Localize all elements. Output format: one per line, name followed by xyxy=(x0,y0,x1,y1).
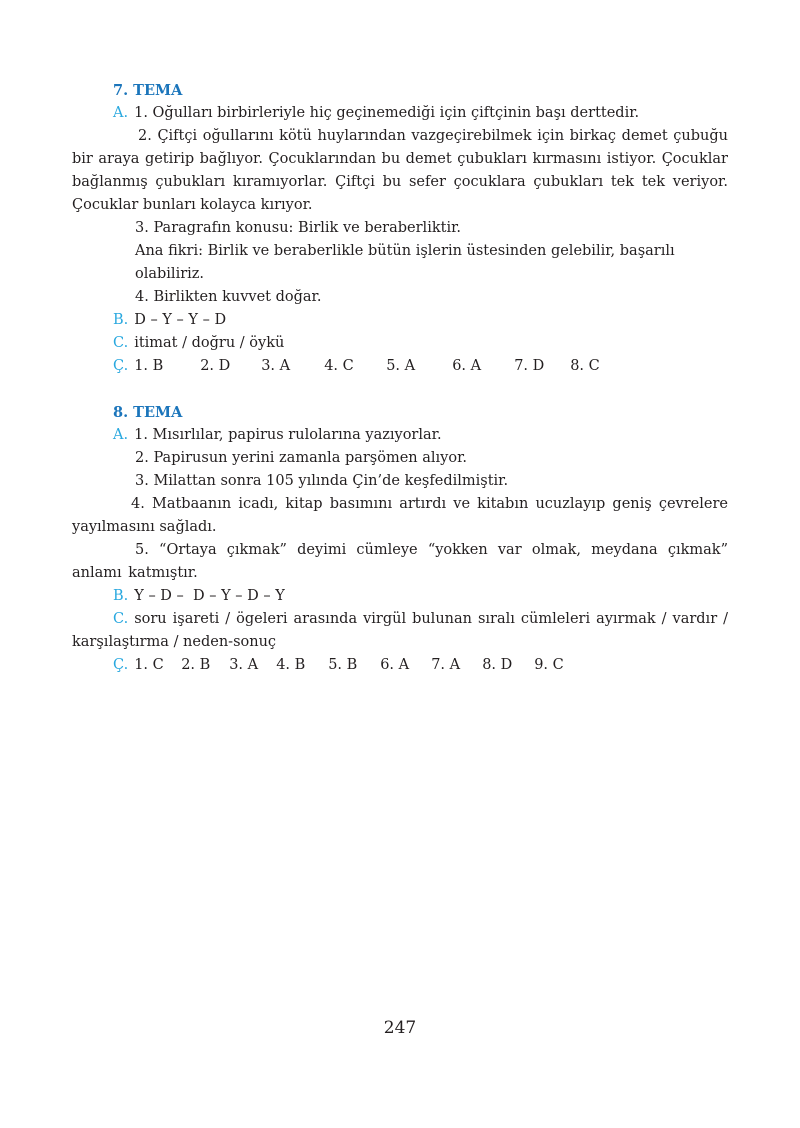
section-7 xyxy=(72,80,728,378)
page-number: 247 xyxy=(383,1018,417,1038)
cc-answer: 6. A xyxy=(380,657,410,673)
cc-label: Ç. xyxy=(113,657,129,673)
c-row xyxy=(72,608,728,654)
section-title: 8. TEMA xyxy=(113,404,183,421)
a-item-1: 1. Mısırlılar, papirus rulolarına yazıyorlar. xyxy=(134,427,442,443)
section-gap xyxy=(72,378,728,402)
a-item-1: 1. Oğulları birbirleriyle hiç geçinemediği için çiftçinin başı derttedir. xyxy=(134,105,640,121)
b-row xyxy=(72,585,728,608)
cc-answer: 7. A xyxy=(431,657,461,673)
cc-answer: 3. A xyxy=(229,657,259,673)
cc-row xyxy=(72,355,728,378)
cc-answer: 4. C xyxy=(324,358,354,374)
cc-answer: 3. A xyxy=(261,358,291,374)
c-row xyxy=(72,332,728,355)
cc-answer: 5. A xyxy=(386,358,416,374)
section-title: 7. TEMA xyxy=(113,82,183,99)
cc-answer: 6. A xyxy=(452,358,482,374)
a-item-3: 3. Paragrafın konusu: Birlik ve beraberliktir. xyxy=(135,220,462,236)
b-label: B. xyxy=(113,312,129,328)
cc-answer: 1. C xyxy=(134,657,164,673)
a-item-4: 4. Matbaanın icadı, kitap basımını artırdı ve kitabın ucuzlayıp geniş çevrelere yayılmasını sağladı. xyxy=(72,496,728,535)
cc-answer: 5. B xyxy=(328,657,358,673)
a-label: A. xyxy=(113,427,129,443)
cc-answer: 1. B xyxy=(134,358,164,374)
cc-answer: 2. D xyxy=(200,358,231,374)
a-item-4: 4. Birlikten kuvvet doğar. xyxy=(135,289,322,305)
a-label: A. xyxy=(113,105,129,121)
c-answer: itimat / doğru / öykü xyxy=(134,335,285,351)
b-answer: Y – D – D – Y – D – Y xyxy=(134,588,285,604)
c-label: C. xyxy=(113,335,129,351)
cc-row xyxy=(72,654,728,677)
c-answer: soru işareti / ögeleri arasında virgül bulunan sıralı cümleleri ayırmak / vardır / karşılaştırma / neden-sonuç xyxy=(72,611,728,650)
cc-label: Ç. xyxy=(113,358,129,374)
a-item-3: 3. Milattan sonra 105 yılında Çin’de keşfedilmiştir. xyxy=(135,473,509,489)
a-item-2: 2. Çiftçi oğullarını kötü huylarından vazgeçirebilmek için birkaç demet çubuğu bir araya getirip bağlıyor. Çocuklarından bu demet çubukları kırmasını istiyor. Çocuklar bağlanmış çubukları kıramıyorlar. Çiftçi bu sefer çocuklara çubukları tek tek veriyor. Çocuklar bunları kolayca kırıyor. xyxy=(72,128,728,213)
cc-answer: 7. D xyxy=(514,358,545,374)
cc-answer: 8. D xyxy=(482,657,513,673)
a-item-row xyxy=(72,424,728,447)
section-8 xyxy=(72,402,728,677)
answer-key-page xyxy=(72,80,728,677)
cc-answer: 9. C xyxy=(534,657,564,673)
cc-answer: 8. C xyxy=(570,358,600,374)
b-row xyxy=(72,309,728,332)
a-item-3-main-idea: Ana fikri: Birlik ve beraberlikle bütün işlerin üstesinden gelebilir, başarılı olabiliriz. xyxy=(135,243,675,282)
cc-answer: 2. B xyxy=(181,657,211,673)
a-item-2: 2. Papirusun yerini zamanla parşömen alıyor. xyxy=(135,450,468,466)
cc-answer: 4. B xyxy=(276,657,306,673)
c-label: C. xyxy=(113,611,129,627)
a-item-5: 5. “Ortaya çıkmak” deyimi cümleye “yokken var olmak, meydana çıkmak” anlamı katmıştır. xyxy=(72,542,728,581)
b-label: B. xyxy=(113,588,129,604)
a-item-row xyxy=(72,102,728,125)
b-answer: D – Y – Y – D xyxy=(134,312,227,328)
